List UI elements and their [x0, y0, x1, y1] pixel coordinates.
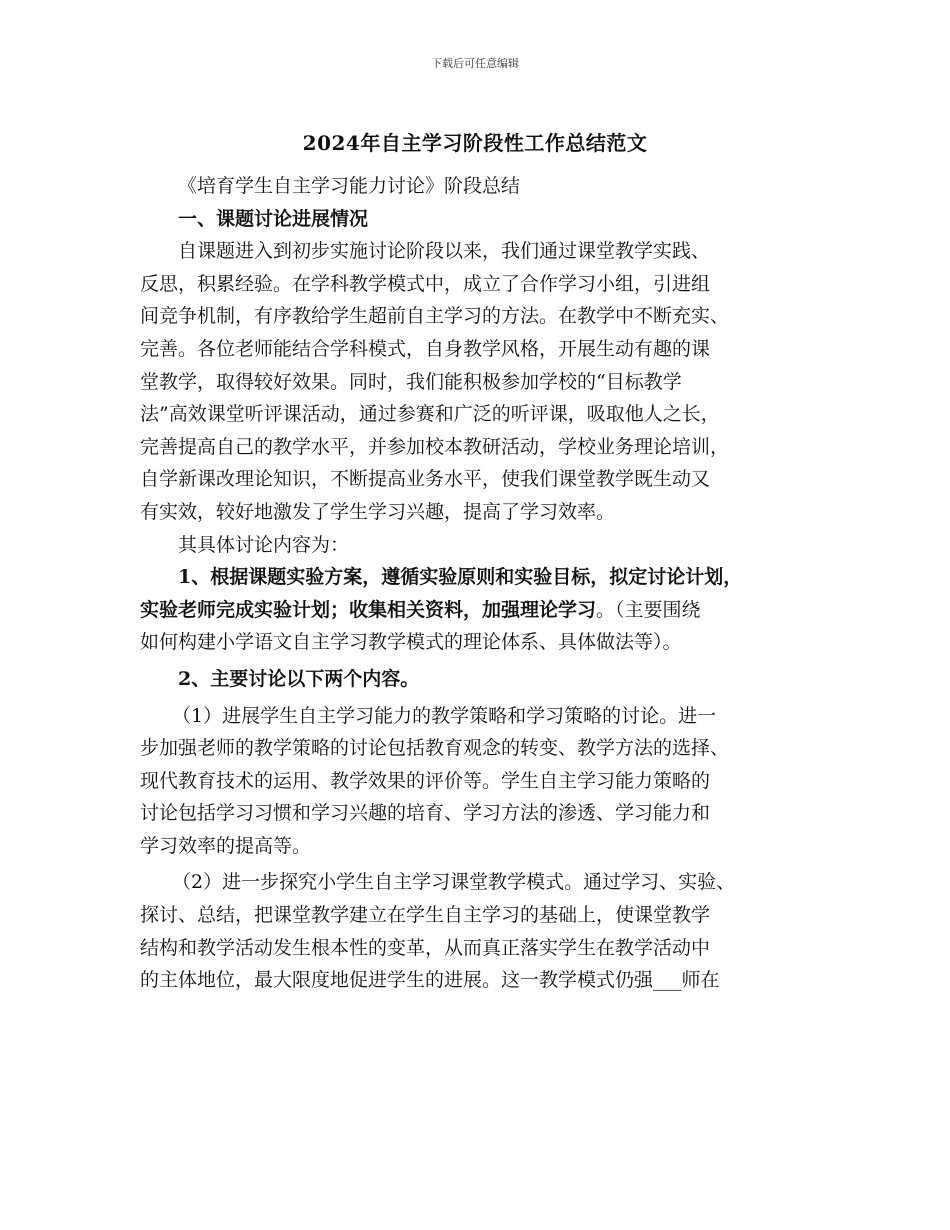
document-body: [140, 170, 830, 997]
text-line: 法”高效课堂听评课活动，通过参赛和广泛的听评课，吸取他人之长，: [140, 403, 720, 426]
text-line: 完善。各位老师能结合学科模式，自身教学风格，开展生动有趣的课: [140, 337, 711, 360]
text-line: 自学新课改理论知识，不断提高业务水平，使我们课堂教学既生动又: [140, 468, 711, 491]
intro-line: 其具体讨论内容为：: [178, 533, 350, 556]
text-line: 如何构建小学语文自主学习教学模式的理论体系、具体做法等）。: [140, 631, 682, 654]
bold-text: 实验老师完成实验计划；收集相关资料，加强理论学习: [140, 598, 597, 621]
text-line: 的主体地位，最大限度地促进学生的进展。这一教学模式仍强___师在: [140, 969, 720, 992]
paragraph-1: [140, 235, 830, 528]
section-heading: 一、课题讨论进展情况: [178, 207, 369, 230]
text-line: 有实效，较好地激发了学生学习兴趣，提高了学习效率。: [140, 500, 616, 523]
text-line: 间竞争机制，有序教给学生超前自主学习的方法。在教学中不断充实、: [140, 305, 730, 328]
header-note: 下载后可任意编辑: [431, 57, 519, 70]
text-line: [140, 594, 830, 627]
item-2-heading: 2、主要讨论以下两个内容。: [178, 667, 420, 690]
sub-item-2: [140, 866, 830, 996]
item-1: [140, 561, 830, 659]
text-line: 反思，积累经验。在学科教学模式中，成立了合作学习小组，引进组: [140, 272, 711, 295]
subtitle: 《培育学生自主学习能力讨论》阶段总结: [178, 175, 521, 197]
normal-text: 。（主要围绕: [596, 598, 701, 621]
text-line: 步加强老师的教学策略的讨论包括教育观念的转变、教学方法的选择、: [140, 737, 730, 760]
text-line: （1）进展学生自主学习能力的教学策略和学习策略的讨论。进一: [172, 704, 717, 727]
document-title: 2024年自主学习阶段性工作总结范文: [302, 131, 648, 155]
text-line: 结构和教学活动发生根本性的变革，从而真正落实学生在教学活动中: [140, 936, 711, 959]
text-line: 自课题进入到初步实施讨论阶段以来，我们通过课堂教学实践、: [178, 240, 711, 263]
text-line: 1、根据课题实验方案，遵循实验原则和实验目标，拟定讨论计划，: [178, 566, 743, 589]
text-line: 堂教学，取得较好效果。同时，我们能积极参加学校的“目标教学: [140, 370, 682, 393]
text-line: （2）进一步探究小学生自主学习课堂教学模式。通过学习、实验、: [172, 871, 736, 894]
text-line: 完善提高自己的教学水平，并参加校本教研活动，学校业务理论培训，: [140, 435, 730, 458]
text-line: 探讨、总结，把课堂教学建立在学生自主学习的基础上，使课堂教学: [140, 904, 711, 927]
text-line: 现代教育技术的运用、教学效果的评价等。学生自主学习能力策略的: [140, 769, 711, 792]
sub-item-1: [140, 700, 830, 863]
text-line: 学习效率的提高等。: [140, 834, 312, 857]
text-line: 讨论包括学习习惯和学习兴趣的培育、学习方法的渗透、学习能力和: [140, 802, 711, 825]
